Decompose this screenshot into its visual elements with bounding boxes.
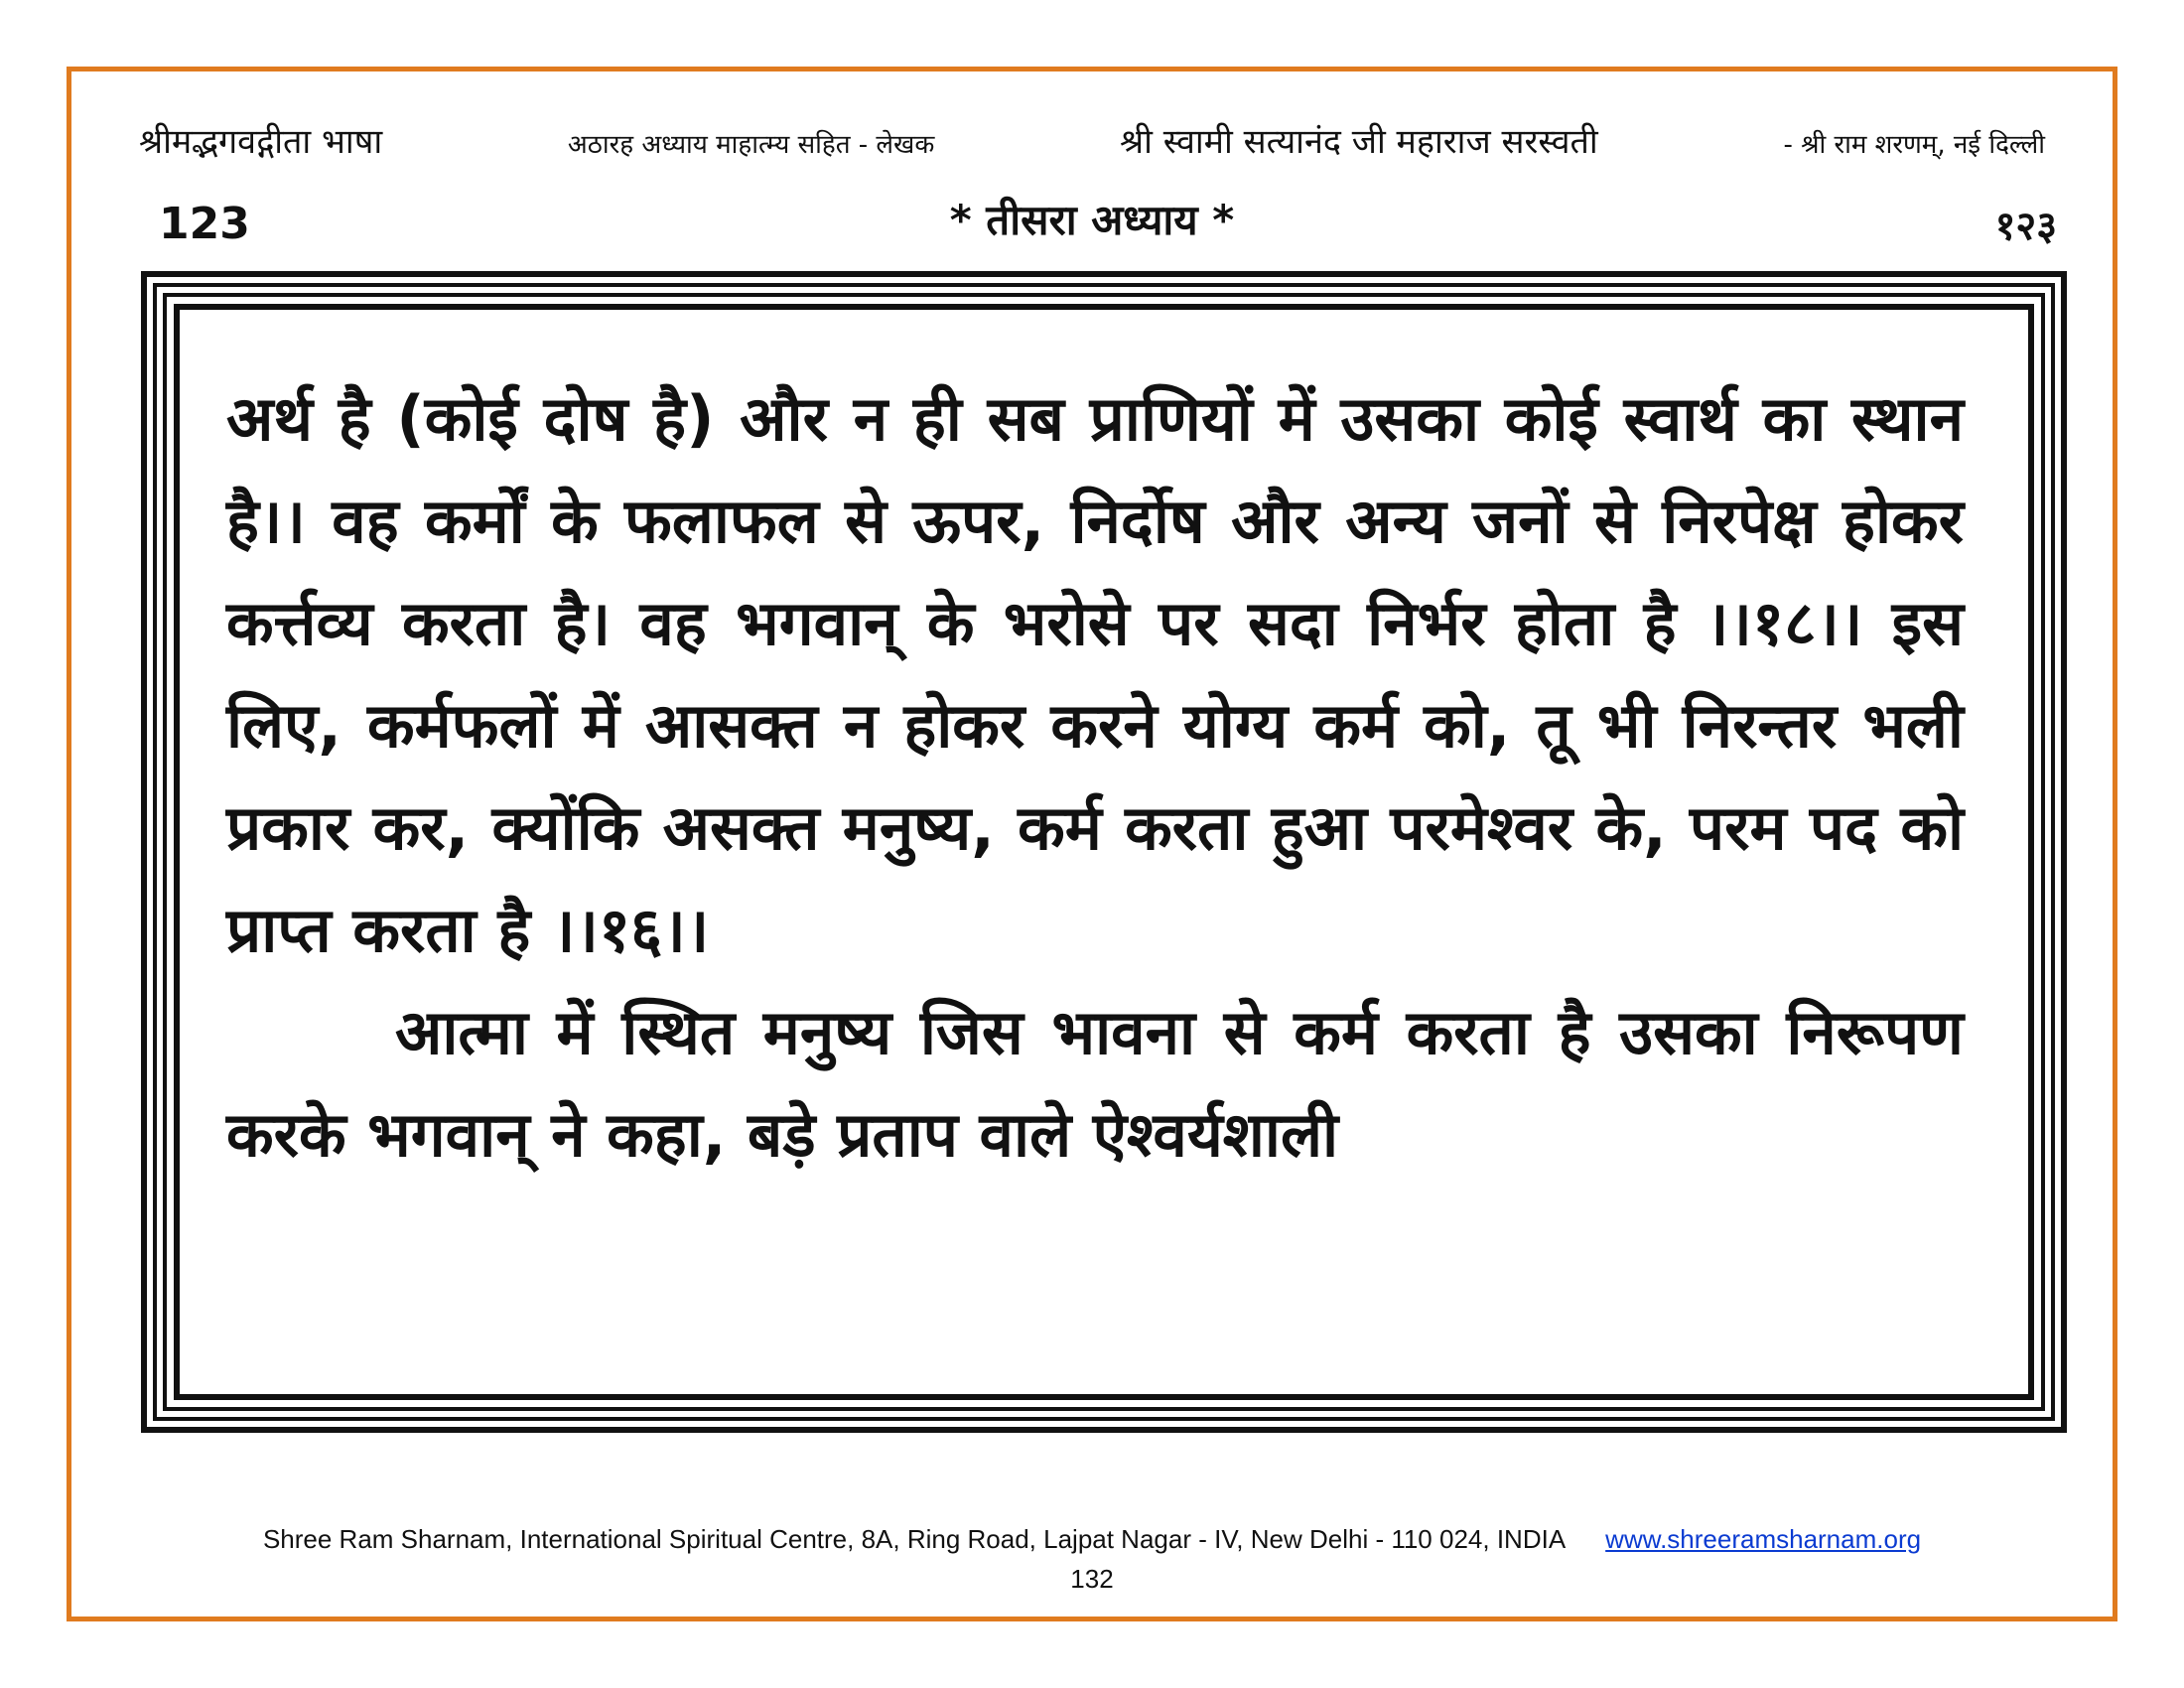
website-link[interactable]: www.shreeramsharnam.org xyxy=(1605,1524,1922,1554)
page-number-devanagari: १२३ xyxy=(1994,204,2057,249)
book-title: श्रीमद्भगवद्गीता भाषा xyxy=(139,122,383,162)
footer-address: Shree Ram Sharnam, International Spiritual Centre, 8A, Ring Road, Lajpat Nagar - IV, New Delhi - 110 024, INDIA xyxy=(262,1524,1567,1554)
book-subtitle: अठारह अध्याय माहात्म्य सहित - लेखक xyxy=(567,130,935,160)
publisher-name: - श्री राम शरणम्, नई दिल्ली xyxy=(1783,130,2045,160)
author-name: श्री स्वामी सत्यानंद जी महाराज सरस्वती xyxy=(1120,122,1598,162)
running-header xyxy=(139,117,2045,167)
scripture-text-block xyxy=(226,367,1964,1186)
page-number-arabic: 123 xyxy=(159,199,250,249)
chapter-title: * तीसरा अध्याय * xyxy=(949,196,1235,244)
paragraph: आत्मा में स्थित मनुष्य जिस भावना से कर्म करता है उसका निरूपण करके भगवान् ने कहा, बड़े प्रताप वाले ऐश्वर्यशाली xyxy=(226,996,1964,1171)
paragraph: अर्थ है (कोई दोष है) और न ही सब प्राणियों में उसका कोई स्वार्थ का स्थान है।। वह कर्मों के फलाफल से ऊपर, निर्दोष और अन्य जनों से निरपेक्ष होकर कर्त्तव्य करता है। वह भगवान् के भरोसे पर सदा निर्भर होता है ।।१८।। इस लिए, कर्मफलों में आसक्त न होकर करने योग्य कर्म को, तू भी निरन्तर भली प्रकार कर, क्योंकि असक्त मनुष्य, कर्म करता हुआ परमेश्वर के, परम पद को प्राप्त करता है ।।१६।। xyxy=(226,382,1964,966)
footer-address-line xyxy=(0,1524,2184,1555)
footer-page-number: 132 xyxy=(1070,1564,1114,1594)
